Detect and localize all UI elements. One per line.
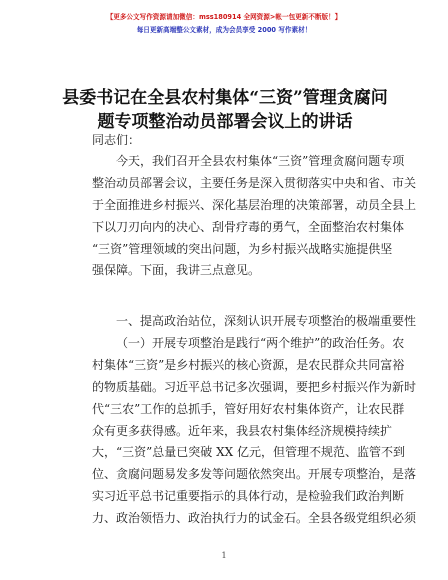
paragraph-line: 今天，我们召开全县农村集体“三资”管理贪腐问题专项 <box>116 154 405 168</box>
page-number: 1 <box>221 551 227 560</box>
document-title-line-1: 县委书记在全县农村集体“三资”管理贪腐问 <box>62 88 388 108</box>
subsection-paragraph <box>92 333 417 530</box>
paragraph-line: 整治动员部署会议，主要任务是深入贯彻落实中央和省、市关 <box>92 175 417 190</box>
paragraph-line: 强保障。下面，我讲三点意见。 <box>92 263 261 278</box>
paragraph-line: 力、政治领悟力、政治执行力的试金石。全县各级党组织必须 <box>92 511 417 526</box>
paragraph-line: 位、贪腐问题易发多发等问题依然突出。开展专项整治，是落 <box>92 467 417 482</box>
paragraph-line: 众有更多获得感。近年来，我县农村集体经济规模持续扩 <box>92 423 393 438</box>
document-title-line-2: 题专项整治动员部署会议上的讲话 <box>97 112 353 132</box>
paragraph-line: 实习近平总书记重要指示的具体行动，是检验我们政治判断 <box>92 489 405 504</box>
promo-banner-line-1: 【更多公文写作资源请加微信：mss180914 全网资源>帐一包更新不断版！】 <box>106 13 342 21</box>
paragraph-line: 的物质基础。习近平总书记多次强调，要把乡村振兴作为新时 <box>92 379 417 394</box>
paragraph-line: 下以刀刃向内的决心、刮骨疗毒的勇气，全面整治农村集体 <box>92 219 405 234</box>
greeting: 同志们： <box>92 133 141 147</box>
paragraph-line: “三资”管理领域的突出问题，为乡村振兴战略实施提供坚 <box>92 241 393 256</box>
paragraph-line: 于全面推进乡村振兴、深化基层治理的决策部署，动员全县上 <box>92 197 417 212</box>
paragraph-line: （一）开展专项整治是践行“两个维护”的政治任务。农 <box>116 336 405 350</box>
paragraph-line: 村集体“三资”是乡村振兴的核心资源，是农民群众共同富裕 <box>92 357 405 372</box>
paragraph-line: 大，“三资”总量已突破 XX 亿元，但管理不规范、监管不到 <box>92 445 405 460</box>
intro-paragraph <box>92 151 417 282</box>
section-heading-1: 一、提高政治站位，深刻认识开展专项整治的极端重要性 <box>116 314 417 328</box>
paragraph-line: 代“三农”工作的总抓手，管好用好农村集体资产，让农民群 <box>92 401 405 416</box>
promo-banner-line-2: 每日更新高端整公文素材，成为会员享受 2000 写作素材！ <box>136 26 312 34</box>
